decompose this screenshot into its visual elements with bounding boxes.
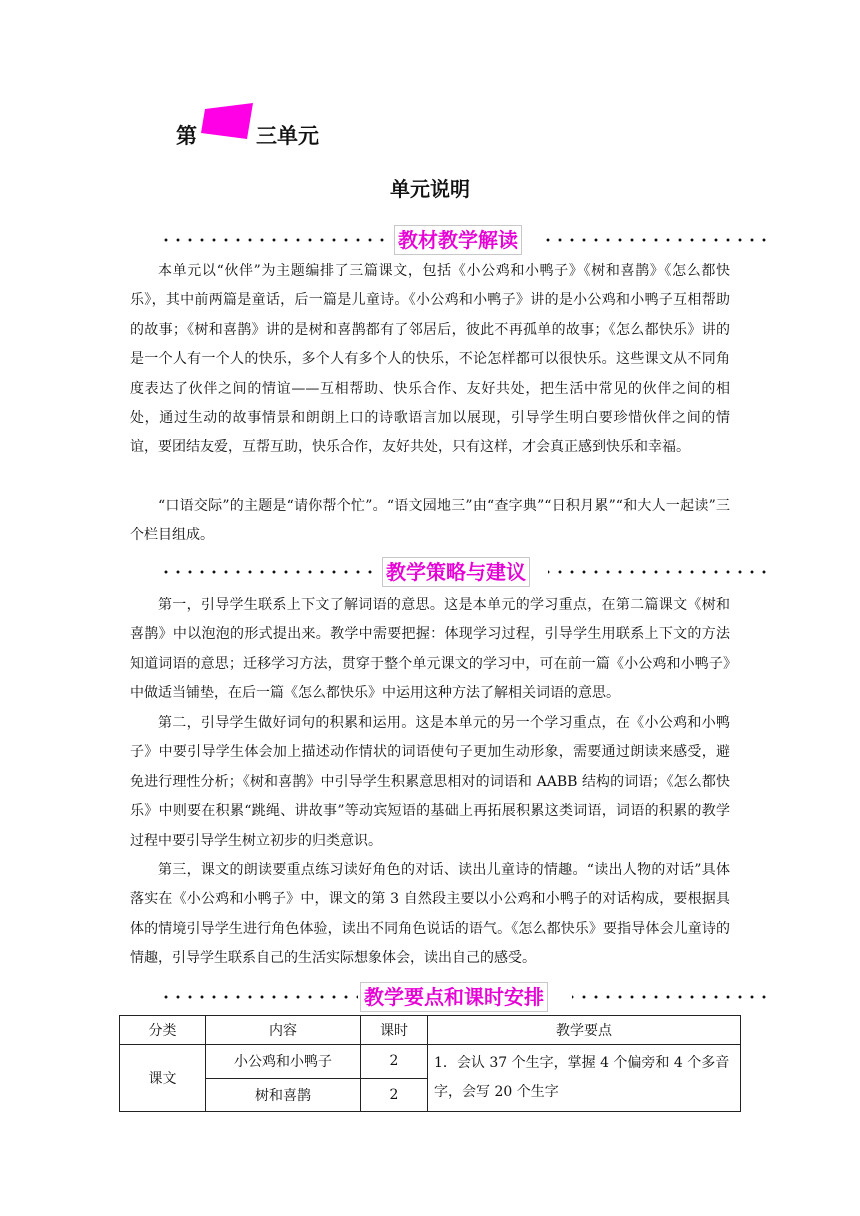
cell-content: 小公鸡和小鸭子 [206, 1045, 361, 1079]
section-header-strategy [160, 557, 770, 587]
cell-teaching-points: 1．会认 37 个生字，掌握 4 个偏旁和 4 个多音字，会写 20 个生字 [428, 1045, 741, 1112]
cell-category: 课文 [120, 1045, 206, 1112]
magenta-parallelogram-decoration [201, 103, 253, 139]
strategy-paragraph-3: 第三，课文的朗读要重点练习读好角色的对话、读出儿童诗的情趣。“读出人物的对话”具体落实在《小公鸡和小鸭子》中，课文的第 3 自然段主要以小公鸡和小鸭子的对话构成，要根据具体的情境引导学生进行角色体验，读出不同角色说话的语气。《怎么都快乐》要指导体会儿童诗的情趣，引导学生联系自己的生活实际想象体会，读出自己的感受。 [130, 862, 730, 967]
table-row [120, 1045, 741, 1079]
header-category: 分类 [120, 1016, 206, 1045]
interpretation-paragraph-1: 本单元以“伙伴”为主题编排了三篇课文，包括《小公鸡和小鸭子》《树和喜鹊》《怎么都快乐》，其中前两篇是童话，后一篇是儿童诗。《小公鸡和小鸭子》讲的是小公鸡和小鸭子互相帮助的故事；《树和喜鹊》讲的是树和喜鹊都有了邻居后，彼此不再孤单的故事；《怎么都快乐》讲的是一个人有一个人的快乐，多个人有多个人的快乐，不论怎样都可以很快乐。这些课文从不同角度表达了伙伴之间的情谊——互相帮助、快乐合作、友好共处，把生活中常见的伙伴之间的相处，通过生动的故事情景和朗朗上口的诗歌语言加以展现，引导学生明白要珍惜伙伴之间的情谊，要团结友爱，互帮互助，快乐合作，友好共处，只有这样，才会真正感到快乐和幸福。 [130, 263, 730, 456]
interpretation-paragraph-2: “口语交际”的主题是“请你帮个忙”。“语文园地三”由“查字典”“日积月累”“和大人一起读”三个栏目组成。 [130, 498, 730, 544]
strategy-paragraph-2: 第二，引导学生做好词句的积累和运用。这是本单元的另一个学习重点，在《小公鸡和小鸭子》中要引导学生体会加上描述动作情状的词语使句子更加生动形象，需要通过朗读来感受，避免进行理性分析；《树和喜鹊》中引导学生积累意思相对的词语和 AABB 结构的词语；《怎么都快乐》中则要在积累“跳绳、讲故事”等动宾短语的基础上再拓展积累这类词语，词语的积累的教学过程中要引导学生树立初步的归类意识。 [130, 715, 730, 849]
dotted-divider-left [160, 238, 390, 242]
cell-content: 树和喜鹊 [206, 1078, 361, 1112]
section-label-interpretation: 教材教学解读 [394, 225, 522, 255]
schedule-table [119, 1015, 741, 1112]
strategy-paragraph-1: 第一，引导学生联系上下文了解词语的意思。这是本单元的学习重点，在第二篇课文《树和喜鹊》中以泡泡的形式提出来。教学中需要把握：体现学习过程，引导学生用联系上下文的方法知道词语的意思；迁移学习方法，贯穿于整个单元课文的学习中，可在前一篇《小公鸡和小鸭子》中做适当铺垫，在后一篇《怎么都快乐》中运用这种方法了解相关词语的意思。 [130, 597, 730, 702]
dotted-divider-right [572, 995, 770, 999]
header-hours: 课时 [361, 1016, 428, 1045]
section-header-interpretation [160, 225, 770, 255]
dotted-divider-left [160, 570, 378, 574]
section-header-schedule [160, 982, 770, 1012]
cell-hours: 2 [361, 1045, 428, 1079]
section-label-strategy: 教学策略与建议 [382, 557, 530, 587]
section-label-schedule: 教学要点和课时安排 [360, 982, 548, 1012]
dotted-divider-right [548, 570, 770, 574]
unit-title-prefix: 第 [176, 124, 197, 148]
header-content: 内容 [206, 1016, 361, 1045]
dotted-divider-left [160, 995, 358, 999]
table-header-row [120, 1016, 741, 1045]
dotted-divider-right [538, 238, 770, 242]
unit-subtitle: 单元说明 [390, 177, 470, 201]
unit-title-suffix: 三单元 [256, 124, 319, 148]
header-teaching-points: 教学要点 [428, 1016, 741, 1045]
cell-hours: 2 [361, 1078, 428, 1112]
